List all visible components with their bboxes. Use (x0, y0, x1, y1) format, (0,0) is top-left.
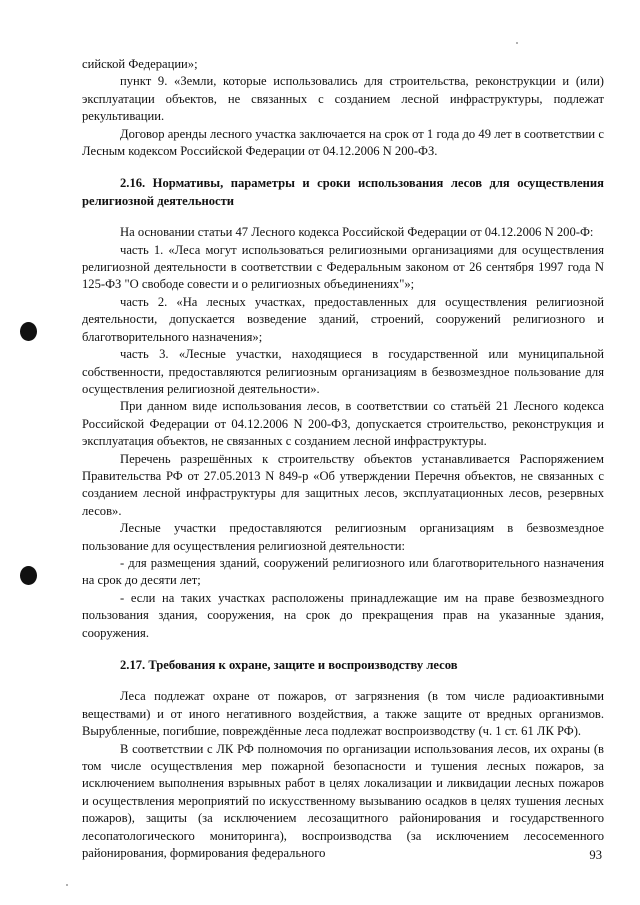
scan-speck (516, 42, 518, 44)
paragraph: Лесные участки предоставляются религиозным организациям в безвозмездное пользование для осуществления религиозной деятельности: (82, 521, 604, 553)
paragraph: Договор аренды лесного участка заключается на срок от 1 года до 49 лет в соответствии с Лесным кодексом Российской Федерации от 04.12.2006 N 200-ФЗ. (82, 126, 604, 159)
paragraph: В соответствии с ЛК РФ полномочия по организации использования лесов, их охраны (в том числе осуществления мер пожарной безопасности и тушения лесных пожаров, за исключением выполнения взрывных работ в целях локализации и ликвидации лесных пожаров и осуществления мероприятий по искусственному вызыванию осадков в целях тушения лесных пожаров), защиты (за исключением лесозащитного районирования и государственного лесопатологического мониторинга), воспроизводства (за исключением лесосеменного районирования, формирования федерального (82, 741, 604, 861)
section-heading-2-17: 2.17. Требования к охране, защите и воспроизводству лесов (120, 658, 458, 672)
section-heading-2-16: 2.16. Нормативы, параметры и сроки использования лесов для осуществления религиозной деятельности (82, 176, 604, 208)
paragraph: При данном виде использования лесов, в соответствии со статьёй 21 Лесного кодекса Российской Федерации от 04.12.2006 N 200-ФЗ, допускается строительство, реконструкция и эксплуатация объектов, не связанных с созданием лесной инфраструктуры. (82, 399, 604, 449)
paragraph: часть 3. «Лесные участки, находящиеся в государственной или муниципальной собственности, предоставляются религиозным организациям в безвозмездное пользование для осуществления религиозной деятельности». (82, 347, 604, 396)
page-number: 93 (589, 848, 602, 862)
page-body (82, 56, 604, 862)
continuation-line: сийской Федерации»; (82, 57, 198, 71)
scan-speck (66, 884, 68, 886)
punch-hole-bottom (20, 566, 37, 585)
paragraph: Перечень разрешённых к строительству объектов устанавливается Распоряжением Правительства РФ от 27.05.2013 N 849-р «Об утверждении Перечня объектов, не связанных с созданием лесной инфраструктуры для защитных лесов, эксплуатационных лесов, резервных лесов». (82, 451, 604, 518)
list-item: - для размещения зданий, сооружений религиозного или благотворительного назначения на срок до десяти лет; (82, 555, 604, 588)
list-item: - если на таких участках расположены принадлежащие им на праве безвозмездного пользования здания, сооружения, на срок до прекращения прав на указанные здания, сооружения. (82, 590, 604, 640)
paragraph: часть 1. «Леса могут использоваться религиозными организациями для осуществления религиозной деятельности в соответствии с Федеральным законом от 26 сентября 1997 года N 125-ФЗ "О свободе совести и о религиозных объединениях"»; (82, 242, 604, 292)
paragraph: часть 2. «На лесных участках, предоставленных для осуществления религиозной деятельности, допускается возведение зданий, строений, сооружений религиозного и благотворительного назначения»; (82, 294, 604, 344)
paragraph: пункт 9. «Земли, которые использовались для строительства, реконструкции и (или) эксплуатации объектов, не связанных с созданием лесной инфраструктуры, подлежат рекультивации. (82, 74, 604, 124)
paragraph: На основании статьи 47 Лесного кодекса Российской Федерации от 04.12.2006 N 200-Ф: (120, 225, 594, 240)
paragraph: Леса подлежат охране от пожаров, от загрязнения (в том числе радиоактивными веществами) и от иного негативного воздействия, а также защите от вредных организмов. Вырубленные, погибшие, повреждённые леса подлежат воспроизводству (ч. 1 ст. 61 ЛК РФ). (82, 689, 604, 739)
punch-hole-top (20, 322, 37, 341)
